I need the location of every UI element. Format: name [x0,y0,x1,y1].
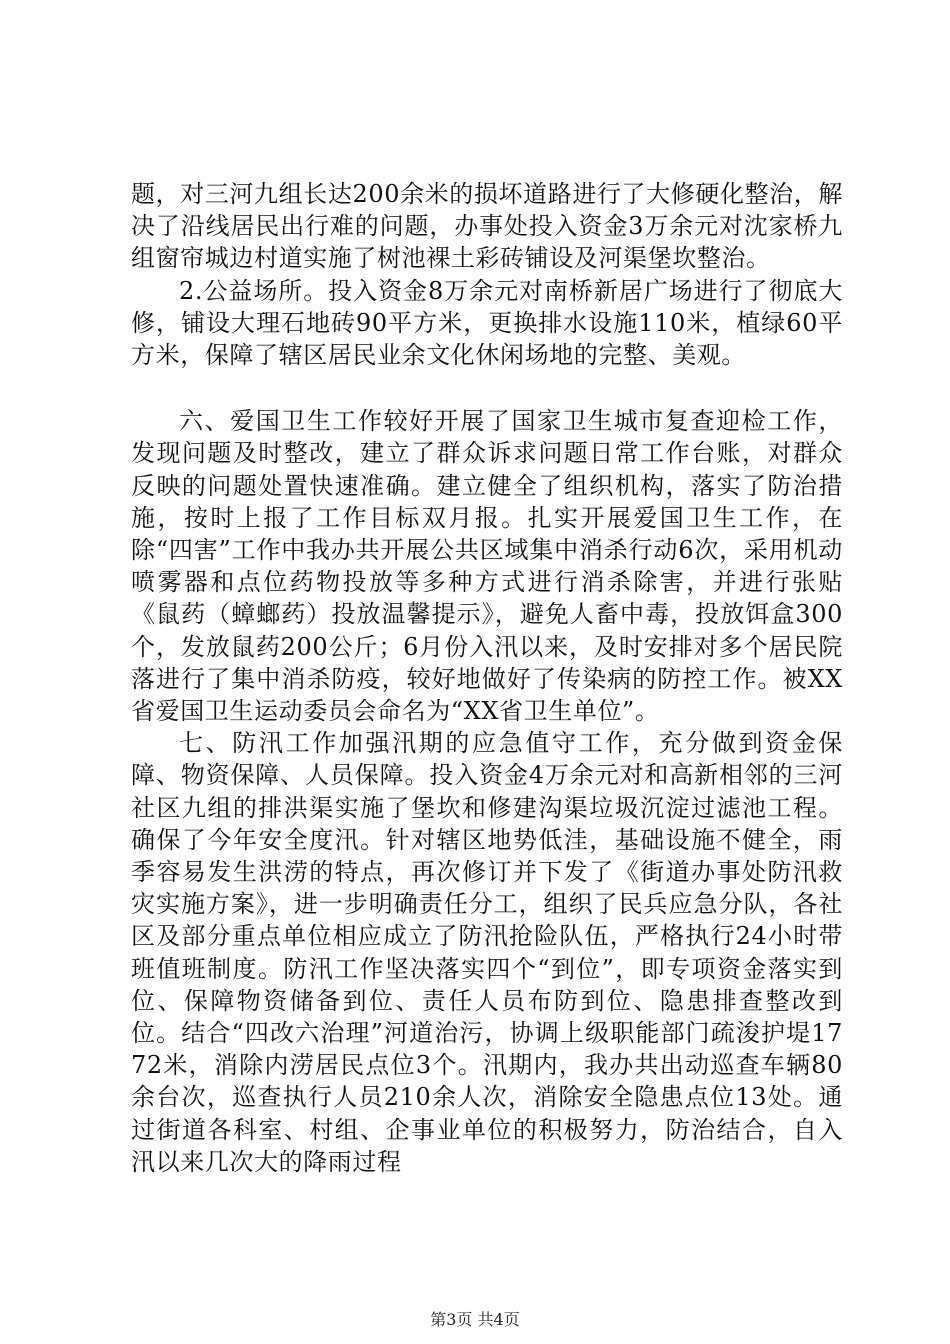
page-footer: 第3页 共4页 [430,1310,520,1329]
document-body [131,178,843,1178]
paragraph-patriotic-health: 六、爱国卫生工作较好开展了国家卫生城市复查迎检工作，发现问题及时整改，建立了群众诉求问题日常工作台账，对群众反映的问题处置快速准确。建立健全了组织机构，落实了防治措施，按时上报了工作目标双月报。扎实开展爱国卫生工作，在除“四害”工作中我办共开展公共区域集中消杀行动6次，采用机动喷雾器和点位药物投放等多种方式进行消杀除害，并进行张贴《鼠药（蟑螂药）投放温馨提示》，避免人畜中毒，投放饵盒300个，发放鼠药200公斤；6月份入汛以来，及时安排对多个居民院落进行了集中消杀防疫，较好地做好了传染病的防控工作。被XX省爱国卫生运动委员会命名为“XX省卫生单位”。 [131,407,843,726]
paragraph-flood-control: 七、防汛工作加强汛期的应急值守工作，充分做到资金保障、物资保障、人员保障。投入资金4万余元对和高新相邻的三河社区九组的排洪渠实施了堡坎和修建沟渠垃圾沉淀过滤池工程。确保了今年安全度汛。针对辖区地势低洼，基础设施不健全，雨季容易发生洪涝的特点，再次修订并下发了《街道办事处防汛救灾实施方案》，进一步明确责任分工，组织了民兵应急分队，各社区及部分重点单位相应成立了防汛抢险队伍，严格执行24小时带班值班制度。防汛工作坚决落实四个“到位”，即专项资金落实到位、保障物资储备到位、责任人员布防到位、隐患排查整改到位。结合“四改六治理”河道治污，协调上级职能部门疏浚护堤1772米，消除内涝居民点位3个。汛期内，我办共出动巡查车辆80余台次，巡查执行人员210余人次，消除安全隐患点位13处。通过街道各科室、村组、企事业单位的积极努力，防治结合，自入汛以来几次大的降雨过程 [131,729,843,1176]
paragraph-public-places: 2.公益场所。投入资金8万余元对南桥新居广场进行了彻底大修，铺设大理石地砖90平方米，更换排水设施110米，植绿60平方米，保障了辖区居民业余文化休闲场地的完整、美观。 [131,276,843,370]
paragraph-road-repair: 题，对三河九组长达200余米的损坏道路进行了大修硬化整治，解决了沿线居民出行难的问题，办事处投入资金3万余元对沈家桥九组窗帘城边村道实施了树池裸土彩砖铺设及河渠堡坎整治。 [131,180,843,273]
paragraph-gap [131,371,843,405]
